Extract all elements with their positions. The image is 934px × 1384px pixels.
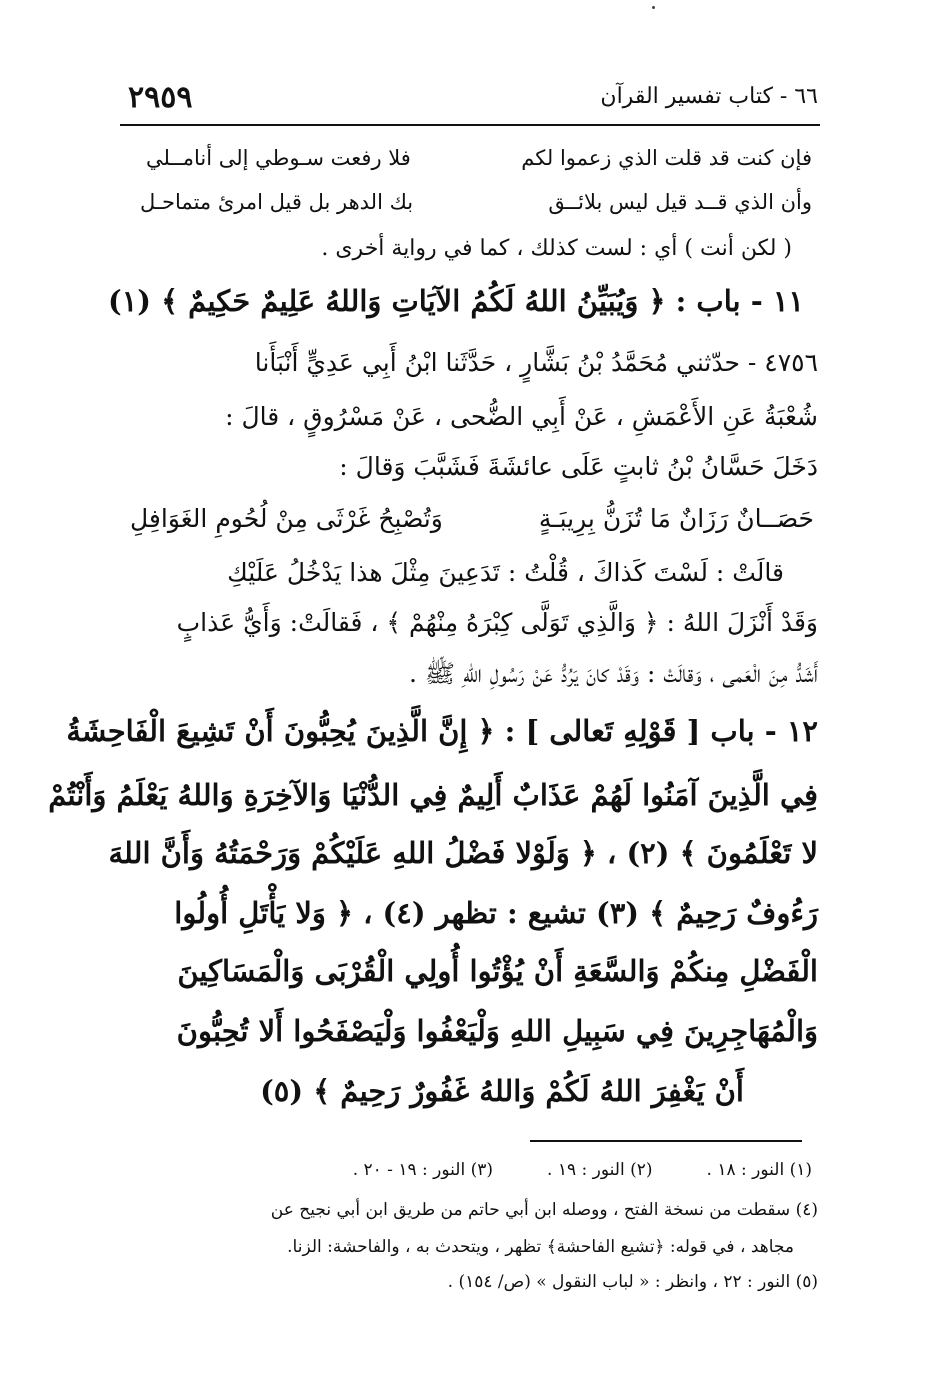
poem1-line1-left: فلا رفعت سـوطي إلى أنامــلي [146,146,411,170]
hadith-line6: أَشَدُّ مِنَ الْعَمى ، وَقالَتْ : وَقَدْ كانَ يَرُدُّ عَنْ رَسُولِ اللهِ ﷺ . [409,659,818,688]
chapter-12-line7: أَنْ يَغْفِرَ اللهُ لَكُمْ وَاللهُ غَفُورٌ رَحِيمٌ ﴾ (٥) [260,1074,744,1108]
footnote-rule [530,1140,802,1142]
running-title: ٦٦ - كتاب تفسير القرآن [600,84,818,109]
chapter-12-line1: ١٢ - باب [ قَوْلِهِ تَعالى ] : ﴿ إِنَّ الَّذِينَ يُحِبُّونَ أَنْ تَشِيعَ الْفَاحِشَةُ [66,714,818,748]
chapter-12-line4: رَءُوفٌ رَحِيمٌ ﴾ (٣) تشيع : تظهر (٤) ، ﴿ وَلا يَأْتَلِ أُولُوا [174,896,818,930]
poem2-right: حَصَــانٌ رَزَانٌ مَا تُزَنُّ بِرِيبَـةٍ [538,504,814,533]
commentary-line: ( لكن أنت ) أي : لست كذلك ، كما في رواية أخرى . [321,236,792,261]
hadith-line5: وَقَدْ أَنْزَلَ اللهُ : ﴿ وَالَّذِي تَوَلَّى كِبْرَهُ مِنْهُمْ ﴾ ، فَقالَتْ: وَأَيُّ عَذابٍ [176,608,818,637]
chapter-11-heading: ١١ - باب : ﴿ وَيُبَيِّنُ اللهُ لَكُمُ الآيَاتِ وَاللهُ عَلِيمٌ حَكِيمٌ ﴾ (١) [107,284,804,318]
chapter-12-line2: فِي الَّذِينَ آمَنُوا لَهُمْ عَذَابٌ أَلِيمٌ فِي الدُّنْيَا وَالآخِرَةِ وَاللهُ يَعْلَمُ وَأَنْتُمْ [48,778,818,812]
chapter-12-line6: وَالْمُهَاجِرِينَ فِي سَبِيلِ اللهِ وَلْيَعْفُوا وَلْيَصْفَحُوا أَلا تُحِبُّونَ [176,1014,818,1048]
header-rule [120,124,820,126]
footnote-4-line2: مجاهد ، في قوله: ﴿تشيع الفاحشة﴾ تظهر ، ويتحدث به ، والفاحشة: الزنا. [287,1237,794,1257]
footnote-1-3: (١) النور : ١٨ . (٢) النور : ١٩ . (٣) النور : ١٩ - ٢٠ . [352,1160,812,1180]
page-number: ٢٩٥٩ [128,80,193,115]
hadith-4756-line3: دَخَلَ حَسَّانُ بْنُ ثابتٍ عَلَى عائشَةَ فَشَبَّبَ وَقالَ : [339,452,818,481]
scan-speck [652,6,655,9]
hadith-4756-line1: ٤٧٥٦ - حدّثني مُحَمَّدُ بْنُ بَشَّارٍ ، حَدَّثَنا ابْنُ أَبِي عَدِيٍّ أَنْبَأَنا [254,348,818,377]
footnote-4-line1: (٤) سقطت من نسخة الفتح ، ووصله ابن أبي حاتم من طريق ابن أبي نجيح عن [270,1200,818,1220]
poem1-line1-right: فإن كنت قد قلت الذي زعموا لكم [521,146,812,170]
hadith-4756-line2: شُعْبَةُ عَنِ الأَعْمَشِ ، عَنْ أَبِي الضُّحى ، عَنْ مَسْرُوقٍ ، قالَ : [225,402,818,431]
chapter-12-line5: الْفَضْلِ مِنكُمْ وَالسَّعَةِ أَنْ يُؤْتُوا أُولِي الْقُرْبَى وَالْمَسَاكِينَ [177,954,818,988]
hadith-line4: قالَتْ : لَسْتَ كَذاكَ ، قُلْتُ : تَدَعِينَ مِثْلَ هذا يَدْخُلُ عَلَيْكِ [227,558,784,587]
poem1-line2-left: بك الدهر بل قيل امرئ متماحـل [140,190,414,214]
footnote-5: (٥) النور : ٢٢ ، وانظر : « لباب النقول » (ص/ ١٥٤) . [447,1272,818,1292]
poem1-line2-right: وأن الذي قــد قيل ليس بلائــق [548,190,812,214]
poem2-left: وَتُصْبِحُ غَرْثَى مِنْ لُحُومِ الغَوَافِلِ [130,504,443,533]
chapter-12-line3: لا تَعْلَمُونَ ﴾ (٢) ، ﴿ وَلَوْلا فَضْلُ اللهِ عَلَيْكُمْ وَرَحْمَتُهُ وَأَنَّ اللهَ [108,836,818,870]
